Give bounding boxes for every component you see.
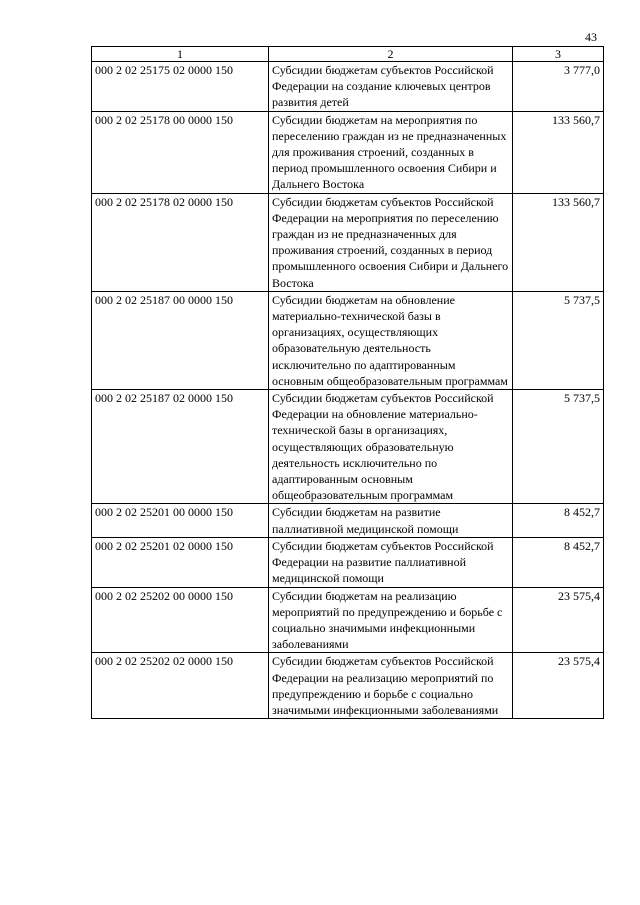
table-row xyxy=(92,390,604,504)
revenue-name-cell: Субсидии бюджетам субъектов Российской Федерации на обновление материально-технической базы в организациях, осуществляющих образовательную деятельность исключительно по адаптированным основным общеобразовательным программам xyxy=(269,390,513,504)
revenue-name-cell: Субсидии бюджетам субъектов Российской Федерации на реализацию мероприятий по предупреждению и борьбе с социально значимыми инфекционными заболеваниями xyxy=(269,653,513,719)
budget-code-cell: 000 2 02 25201 02 0000 150 xyxy=(92,537,269,587)
table-row xyxy=(92,111,604,193)
budget-code-cell: 000 2 02 25187 02 0000 150 xyxy=(92,390,269,504)
revenue-name-cell: Субсидии бюджетам на обновление материально-технической базы в организациях, осуществляющих образовательную деятельность исключительно по адаптированным основным общеобразовательным программам xyxy=(269,291,513,389)
budget-code-cell: 000 2 02 25187 00 0000 150 xyxy=(92,291,269,389)
table-header xyxy=(92,47,604,62)
revenue-name-cell: Субсидии бюджетам на реализацию мероприятий по предупреждению и борьбе с социально значимыми инфекционными заболеваниями xyxy=(269,587,513,653)
revenue-name-cell: Субсидии бюджетам субъектов Российской Федерации на мероприятия по переселению граждан из не предназначенных для проживания строений, созданных в период промышленного освоения Сибири и Дальнего Востока xyxy=(269,193,513,291)
amount-cell: 133 560,7 xyxy=(513,111,604,193)
amount-cell: 133 560,7 xyxy=(513,193,604,291)
revenue-name-cell: Субсидии бюджетам на развитие паллиативной медицинской помощи xyxy=(269,504,513,537)
page-number: 43 xyxy=(585,30,597,44)
table-row xyxy=(92,193,604,291)
table-row xyxy=(92,537,604,587)
column-header-amount: 3 xyxy=(513,47,604,62)
amount-cell: 5 737,5 xyxy=(513,291,604,389)
revenue-name-cell: Субсидии бюджетам на мероприятия по переселению граждан из не предназначенных для проживания строений, созданных в период промышленного освоения Сибири и Дальнего Востока xyxy=(269,111,513,193)
column-header-code: 1 xyxy=(92,47,269,62)
amount-cell: 23 575,4 xyxy=(513,653,604,719)
amount-cell: 8 452,7 xyxy=(513,504,604,537)
budget-code-cell: 000 2 02 25178 02 0000 150 xyxy=(92,193,269,291)
table-row xyxy=(92,504,604,537)
budget-code-cell: 000 2 02 25201 00 0000 150 xyxy=(92,504,269,537)
table-row xyxy=(92,653,604,719)
amount-cell: 8 452,7 xyxy=(513,537,604,587)
table-row xyxy=(92,62,604,112)
budget-code-cell: 000 2 02 25178 00 0000 150 xyxy=(92,111,269,193)
budget-revenue-table xyxy=(91,46,604,719)
budget-code-cell: 000 2 02 25202 00 0000 150 xyxy=(92,587,269,653)
table-row xyxy=(92,587,604,653)
header-row xyxy=(92,47,604,62)
revenue-name-cell: Субсидии бюджетам субъектов Российской Федерации на создание ключевых центров развития детей xyxy=(269,62,513,112)
table-body xyxy=(92,62,604,719)
budget-code-cell: 000 2 02 25175 02 0000 150 xyxy=(92,62,269,112)
amount-cell: 23 575,4 xyxy=(513,587,604,653)
amount-cell: 3 777,0 xyxy=(513,62,604,112)
table-row xyxy=(92,291,604,389)
revenue-name-cell: Субсидии бюджетам субъектов Российской Федерации на развитие паллиативной медицинской помощи xyxy=(269,537,513,587)
column-header-name: 2 xyxy=(269,47,513,62)
amount-cell: 5 737,5 xyxy=(513,390,604,504)
budget-code-cell: 000 2 02 25202 02 0000 150 xyxy=(92,653,269,719)
